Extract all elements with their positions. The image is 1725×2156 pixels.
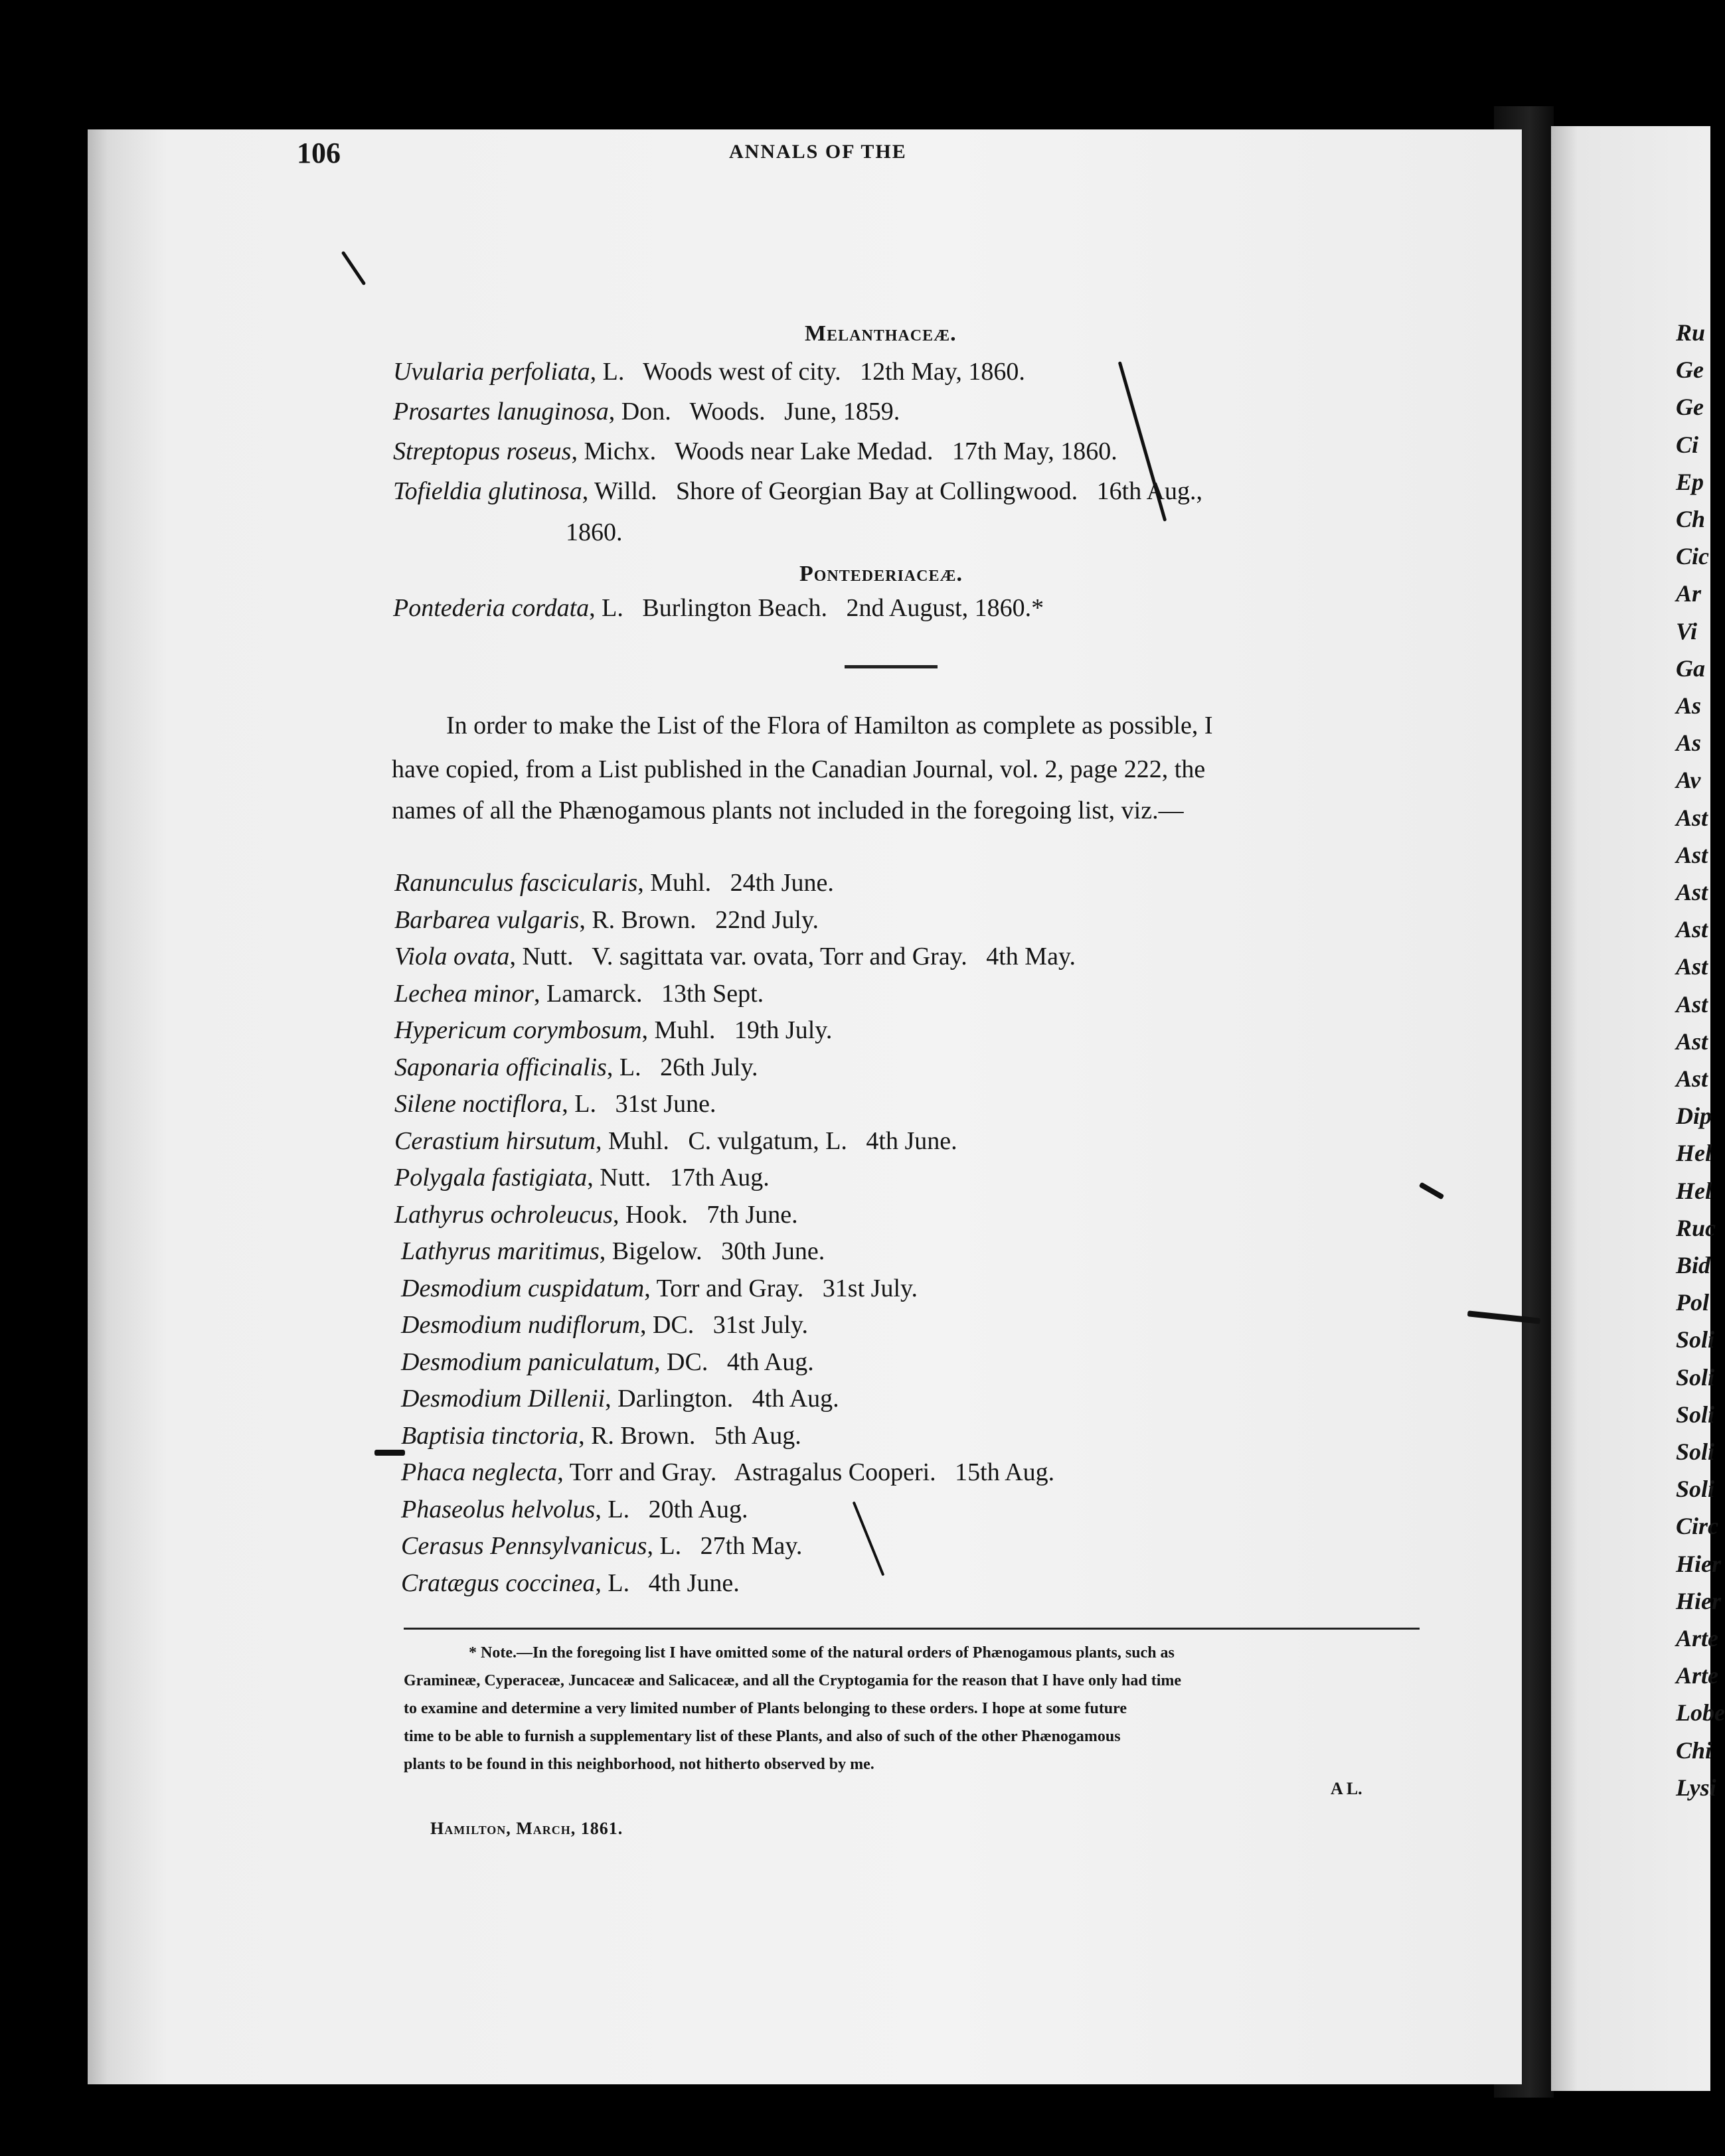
entry-details: , L. 26th July.: [606, 1053, 758, 1081]
species-name: Tofieldia glutinosa: [393, 477, 582, 505]
list-item: [401, 1421, 801, 1450]
facing-page-word: Lobe: [1676, 1699, 1725, 1727]
entry-details: , L. 20th Aug.: [595, 1495, 748, 1523]
entry-row: [393, 437, 1117, 466]
intro-line: have copied, from a List published in the Canadian Journal, vol. 2, page 222, the: [392, 755, 1206, 783]
facing-page-word: Hier: [1676, 1587, 1721, 1614]
list-item: [394, 942, 1076, 971]
facing-page-word: Chi: [1676, 1736, 1712, 1764]
list-item: [401, 1458, 1054, 1487]
list-item: [394, 1053, 758, 1082]
facing-page-word: Arte: [1676, 1625, 1719, 1652]
entry-details: , Willd. Shore of Georgian Bay at Collingwood. 16th Aug.,: [582, 477, 1203, 505]
entry-details: , DC. 31st July.: [639, 1311, 808, 1339]
facing-page-word: Soli: [1676, 1401, 1715, 1428]
dateline: Hamilton, March, 1861.: [430, 1819, 623, 1838]
list-item: [401, 1531, 802, 1561]
entry-details: , Nutt. V. sagittata var. ovata, Torr and Gray. 4th May.: [509, 943, 1076, 970]
facing-page-word: Arte: [1676, 1662, 1719, 1689]
facing-page-word: Soli: [1676, 1476, 1715, 1503]
facing-page-word: Ci: [1676, 431, 1699, 458]
entry-details: , L. 27th May.: [647, 1532, 803, 1560]
facing-page-word: Vi: [1676, 617, 1698, 645]
species-name: Uvularia perfoliata: [393, 358, 590, 386]
species-name: Baptisia tinctoria: [401, 1421, 579, 1450]
entry-details: , Torr and Gray. Astragalus Cooperi. 15th Aug.: [557, 1458, 1055, 1486]
list-item: [401, 1495, 748, 1524]
footnote-line: time to be able to furnish a supplementary list of these Plants, and also of such of the other Phænogamous: [404, 1728, 1121, 1745]
footnote-line: * Note.—In the foregoing list I have omitted some of the natural orders of Phænogamous plants, such as: [469, 1644, 1175, 1661]
species-name: Cerastium hirsutum: [394, 1126, 596, 1155]
facing-page: [1551, 126, 1725, 2091]
page-number: 106: [297, 137, 341, 169]
facing-page-word: Ge: [1676, 356, 1704, 384]
entry-details: , L. 4th June.: [595, 1569, 740, 1597]
species-name: Ranunculus fascicularis: [394, 869, 638, 897]
facing-page-word: Ast: [1676, 1028, 1708, 1055]
entry-details: , Muhl. C. vulgatum, L. 4th June.: [595, 1126, 957, 1155]
entry-details: , Bigelow. 30th June.: [599, 1237, 825, 1265]
list-item: [394, 1089, 716, 1118]
facing-page-word: As: [1676, 730, 1702, 757]
entry-continuation: 1860.: [566, 518, 623, 546]
species-name: Lathyrus maritimus: [401, 1237, 600, 1265]
list-item: [394, 1200, 798, 1229]
facing-page-word: Ast: [1676, 916, 1708, 943]
entry-details: , R. Brown. 5th Aug.: [578, 1421, 801, 1450]
species-name: Hypericum corymbosum: [394, 1016, 642, 1044]
facing-page-word: Hel: [1676, 1140, 1712, 1167]
species-name: Barbarea vulgaris: [394, 905, 580, 934]
species-name: Lathyrus ochroleucus: [394, 1200, 613, 1229]
species-name: Desmodium cuspidatum: [401, 1274, 645, 1302]
list-item: [401, 1237, 825, 1266]
entry-details: , R. Brown. 22nd July.: [579, 905, 819, 934]
facing-page-word: Cic: [1676, 543, 1709, 570]
facing-page-word: Pol: [1676, 1289, 1709, 1316]
species-name: Saponaria officinalis: [394, 1053, 607, 1081]
footnote-rule: [404, 1628, 1420, 1630]
list-item: [401, 1569, 740, 1598]
species-name: Streptopus roseus: [393, 437, 572, 465]
facing-page-word: Ar: [1676, 580, 1702, 607]
entry-details: , Lamarck. 13th Sept.: [534, 979, 764, 1008]
facing-page-word: Ast: [1676, 1065, 1708, 1092]
species-name: Pontederia cordata: [393, 594, 590, 622]
intro-line: names of all the Phænogamous plants not included in the foregoing list, viz.—: [392, 797, 1184, 824]
family-heading-melanthaceae: Melanthaceæ.: [805, 321, 957, 346]
entry-details: , Don. Woods. June, 1859.: [608, 398, 900, 425]
facing-page-word: Ast: [1676, 804, 1708, 831]
entry-details: , Muhl. 19th July.: [641, 1016, 833, 1044]
list-item: [394, 905, 819, 935]
footnote-line: plants to be found in this neighborhood, not hitherto observed by me.: [404, 1756, 874, 1773]
facing-page-word: Soli: [1676, 1326, 1715, 1353]
footnote-line: Gramineæ, Cyperaceæ, Juncaceæ and Salicaceæ, and all the Cryptogamia for the reason that I have only had time: [404, 1672, 1182, 1689]
facing-page-word: Hel: [1676, 1177, 1712, 1204]
entry-row: [393, 357, 1025, 386]
facing-page-word: Ga: [1676, 654, 1705, 682]
running-head: ANNALS OF THE: [729, 141, 907, 163]
facing-page-word: Ast: [1676, 953, 1708, 980]
family-heading-pontederiaceae: Pontederiaceæ.: [799, 562, 963, 586]
entry-details: , L. Burlington Beach. 2nd August, 1860.*: [589, 594, 1044, 622]
footnote-initials: A L.: [1331, 1779, 1362, 1798]
facing-page-word: Dip: [1676, 1103, 1712, 1130]
entry-row: [393, 477, 1202, 506]
list-item: [394, 979, 764, 1008]
intro-line: In order to make the List of the Flora of Hamilton as complete as possible, I: [446, 712, 1213, 739]
species-name: Lechea minor: [394, 979, 534, 1008]
footnote-line: to examine and determine a very limited number of Plants belonging to these orders. I hope at some future: [404, 1700, 1127, 1717]
species-name: Cratægus coccinea: [401, 1569, 596, 1597]
facing-page-word: Ruc: [1676, 1214, 1716, 1241]
species-name: Phaseolus helvolus: [401, 1495, 596, 1523]
entry-details: , Muhl. 24th June.: [637, 869, 834, 897]
facing-page-word: As: [1676, 692, 1702, 719]
facing-page-word: Ast: [1676, 990, 1708, 1018]
list-item: [394, 1016, 832, 1045]
entry-details: , Hook. 7th June.: [612, 1200, 798, 1229]
facing-page-word: Av: [1676, 767, 1701, 794]
facing-page-word: Ch: [1676, 506, 1706, 532]
species-name: Phaca neglecta: [401, 1458, 558, 1486]
list-item: [401, 1384, 839, 1413]
species-name: Polygala fastigiata: [394, 1164, 588, 1192]
list-item: [401, 1310, 808, 1340]
section-divider: [845, 665, 938, 668]
facing-page-word: Circ: [1676, 1513, 1719, 1540]
species-name: Desmodium paniculatum: [401, 1348, 655, 1376]
list-item: [394, 1163, 770, 1192]
entry-row: [393, 593, 1044, 623]
list-item: [401, 1274, 918, 1303]
facing-page-word: Hier: [1676, 1550, 1721, 1577]
facing-page-word: Ru: [1676, 319, 1706, 346]
list-item: [394, 868, 834, 897]
species-name: Desmodium nudiflorum: [401, 1311, 640, 1339]
entry-details: , L. Woods west of city. 12th May, 1860.: [590, 358, 1025, 386]
facing-page-word: Ast: [1676, 841, 1708, 868]
list-item: [401, 1348, 814, 1377]
facing-page-word: Bid: [1676, 1252, 1711, 1278]
facing-page-word: Ge: [1676, 394, 1704, 421]
entry-details: , Nutt. 17th Aug.: [587, 1164, 770, 1192]
species-name: Viola ovata: [394, 943, 510, 970]
entry-details: , DC. 4th Aug.: [654, 1348, 814, 1376]
species-name: Cerasus Pennsylvanicus: [401, 1532, 647, 1560]
entry-details: , Darlington. 4th Aug.: [605, 1385, 839, 1413]
entry-details: , Michx. Woods near Lake Medad. 17th May, 1860.: [571, 437, 1117, 465]
entry-details: , Torr and Gray. 31st July.: [644, 1274, 918, 1302]
entry-row: [393, 397, 900, 426]
facing-page-word: Soli: [1676, 1438, 1715, 1465]
facing-page-word: Lysi: [1676, 1774, 1716, 1801]
entry-details: , L. 31st June.: [562, 1090, 716, 1118]
list-item: [394, 1126, 957, 1156]
facing-page-word: Ep: [1676, 468, 1704, 495]
species-name: Desmodium Dillenii: [401, 1385, 606, 1413]
species-name: Silene noctiflora: [394, 1090, 562, 1118]
facing-page-word: Soli: [1676, 1363, 1715, 1391]
scratch-mark: [374, 1450, 405, 1456]
facing-page-word: Ast: [1676, 879, 1708, 905]
species-name: Prosartes lanuginosa: [393, 398, 609, 425]
